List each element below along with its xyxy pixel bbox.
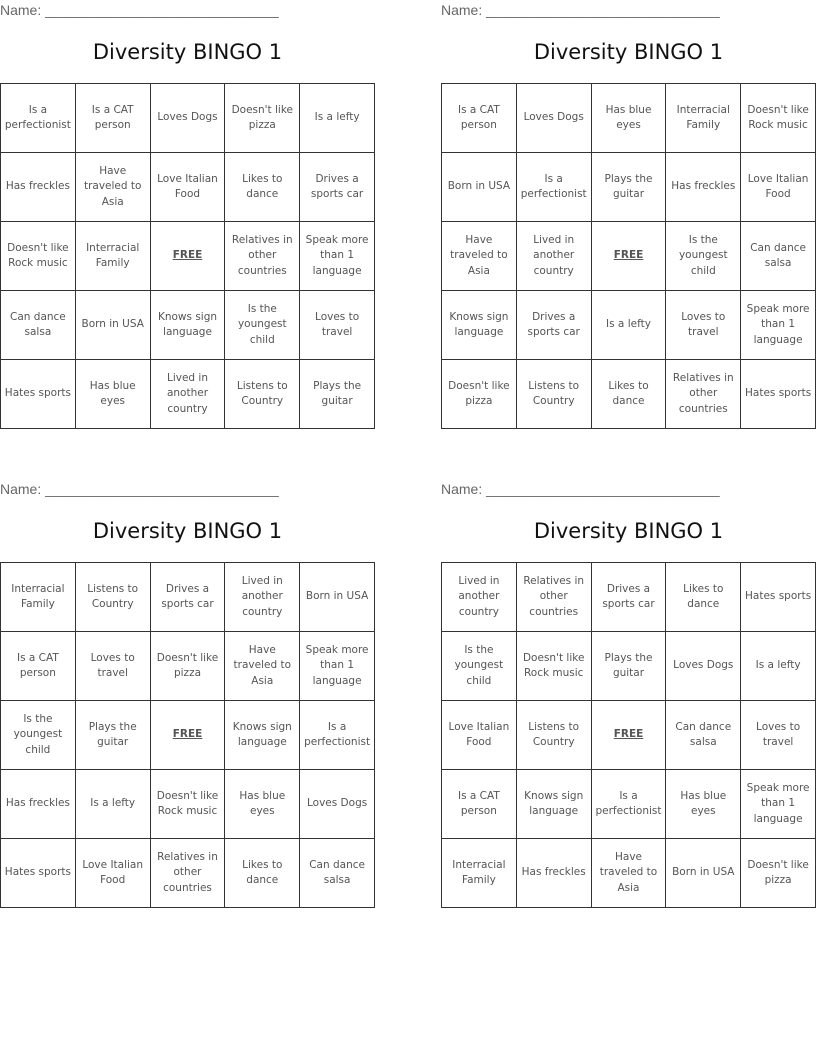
bingo-row [442,153,816,222]
bingo-cell: Interracial Family [1,563,76,632]
bingo-cell: Is the youngest child [666,222,741,291]
bingo-cell: Doesn't like Rock music [1,222,76,291]
bingo-row [442,360,816,429]
bingo-cell: Has blue eyes [591,84,666,153]
bingo-cell: Is a lefty [591,291,666,360]
bingo-cell: Drives a sports car [516,291,591,360]
bingo-cell: Is the youngest child [225,291,300,360]
bingo-cell: Knows sign language [150,291,225,360]
bingo-row [442,222,816,291]
bingo-cell: Loves to travel [666,291,741,360]
bingo-cell: Hates sports [1,839,76,908]
bingo-cell: Is a CAT person [442,770,517,839]
bingo-cell: Born in USA [75,291,150,360]
bingo-cell: Knows sign language [516,770,591,839]
bingo-row [442,563,816,632]
bingo-cell: Love Italian Food [150,153,225,222]
bingo-cell: Is the youngest child [1,701,76,770]
bingo-cell: Doesn't like Rock music [150,770,225,839]
name-line: Name: ______________________________ [441,481,720,497]
bingo-cell: Doesn't like pizza [150,632,225,701]
bingo-cell: Is a perfectionist [516,153,591,222]
bingo-cell: Is a lefty [741,632,816,701]
bingo-cell: Have traveled to Asia [75,153,150,222]
bingo-row [1,153,375,222]
bingo-cell: Drives a sports car [150,563,225,632]
bingo-grid [441,562,816,908]
bingo-cell: Likes to dance [666,563,741,632]
bingo-row [1,291,375,360]
bingo-cell: Speak more than 1 language [741,770,816,839]
card-title: Diversity BINGO 1 [533,40,724,64]
bingo-cell: Lived in another country [150,360,225,429]
bingo-cell: Doesn't like pizza [442,360,517,429]
card-title: Diversity BINGO 1 [92,40,283,64]
bingo-cell: Have traveled to Asia [442,222,517,291]
bingo-cell: Speak more than 1 language [741,291,816,360]
bingo-cell: Loves to travel [75,632,150,701]
free-space: FREE [591,701,666,770]
bingo-cell: Is the youngest child [442,632,517,701]
bingo-cell: Relatives in other countries [666,360,741,429]
bingo-cell: Love Italian Food [442,701,517,770]
bingo-cell: Is a perfectionist [300,701,375,770]
bingo-cell: Is a lefty [75,770,150,839]
card-title: Diversity BINGO 1 [92,519,283,543]
bingo-cell: Is a CAT person [1,632,76,701]
bingo-cell: Likes to dance [591,360,666,429]
name-line: Name: ______________________________ [441,2,720,18]
bingo-cell: Likes to dance [225,839,300,908]
bingo-cell: Has freckles [666,153,741,222]
bingo-cell: Is a lefty [300,84,375,153]
bingo-row [442,291,816,360]
bingo-cell: Doesn't like pizza [741,839,816,908]
bingo-row [442,839,816,908]
bingo-cell: Is a CAT person [442,84,517,153]
bingo-cell: Has freckles [1,153,76,222]
bingo-cell: Likes to dance [225,153,300,222]
bingo-cell: Can dance salsa [1,291,76,360]
bingo-cell: Can dance salsa [741,222,816,291]
bingo-card-2 [441,0,816,434]
bingo-cell: Love Italian Food [741,153,816,222]
bingo-row [1,701,375,770]
bingo-cell: Knows sign language [442,291,517,360]
bingo-row [1,222,375,291]
bingo-cell: Drives a sports car [300,153,375,222]
bingo-cell: Interracial Family [442,839,517,908]
bingo-cell: Drives a sports car [591,563,666,632]
bingo-cell: Is a perfectionist [591,770,666,839]
bingo-cell: Is a perfectionist [1,84,76,153]
bingo-cell: Plays the guitar [75,701,150,770]
bingo-cell: Doesn't like pizza [225,84,300,153]
bingo-row [1,770,375,839]
bingo-cell: Interracial Family [666,84,741,153]
free-space: FREE [591,222,666,291]
bingo-cell: Doesn't like Rock music [516,632,591,701]
bingo-row [442,632,816,701]
bingo-cell: Have traveled to Asia [591,839,666,908]
bingo-cell: Loves to travel [741,701,816,770]
bingo-grid [0,562,375,908]
free-space: FREE [150,701,225,770]
bingo-row [1,84,375,153]
bingo-cell: Is a CAT person [75,84,150,153]
bingo-cell: Has freckles [1,770,76,839]
bingo-cell: Has blue eyes [666,770,741,839]
bingo-cell: Can dance salsa [666,701,741,770]
bingo-row [1,563,375,632]
bingo-cell: Lived in another country [442,563,517,632]
bingo-cell: Born in USA [442,153,517,222]
bingo-card-3 [0,479,375,913]
free-space: FREE [150,222,225,291]
bingo-cell: Has blue eyes [75,360,150,429]
bingo-cell: Have traveled to Asia [225,632,300,701]
bingo-cell: Born in USA [300,563,375,632]
bingo-grid [0,83,375,429]
bingo-cell: Speak more than 1 language [300,632,375,701]
bingo-cell: Loves Dogs [666,632,741,701]
bingo-cell: Loves Dogs [300,770,375,839]
bingo-cell: Listens to Country [516,701,591,770]
bingo-cell: Loves Dogs [150,84,225,153]
bingo-cell: Relatives in other countries [516,563,591,632]
bingo-cell: Love Italian Food [75,839,150,908]
bingo-cell: Hates sports [741,563,816,632]
bingo-row [1,632,375,701]
bingo-cell: Listens to Country [225,360,300,429]
bingo-card-4 [441,479,816,913]
bingo-row [1,839,375,908]
bingo-cell: Plays the guitar [591,153,666,222]
bingo-row [442,770,816,839]
bingo-cell: Plays the guitar [300,360,375,429]
bingo-cell: Loves Dogs [516,84,591,153]
bingo-cell: Can dance salsa [300,839,375,908]
bingo-cell: Hates sports [741,360,816,429]
bingo-cell: Listens to Country [75,563,150,632]
bingo-row [442,701,816,770]
bingo-grid [441,83,816,429]
bingo-cell: Relatives in other countries [150,839,225,908]
bingo-cell: Listens to Country [516,360,591,429]
bingo-cell: Doesn't like Rock music [741,84,816,153]
bingo-row [442,84,816,153]
bingo-cell: Plays the guitar [591,632,666,701]
bingo-cell: Hates sports [1,360,76,429]
bingo-cell: Born in USA [666,839,741,908]
bingo-cell: Has freckles [516,839,591,908]
bingo-cell: Lived in another country [516,222,591,291]
name-line: Name: ______________________________ [0,2,279,18]
bingo-cell: Lived in another country [225,563,300,632]
bingo-cell: Speak more than 1 language [300,222,375,291]
bingo-cell: Interracial Family [75,222,150,291]
bingo-cell: Loves to travel [300,291,375,360]
bingo-row [1,360,375,429]
card-title: Diversity BINGO 1 [533,519,724,543]
bingo-cell: Relatives in other countries [225,222,300,291]
bingo-card-1 [0,0,375,434]
bingo-cell: Has blue eyes [225,770,300,839]
bingo-cell: Knows sign language [225,701,300,770]
name-line: Name: ______________________________ [0,481,279,497]
